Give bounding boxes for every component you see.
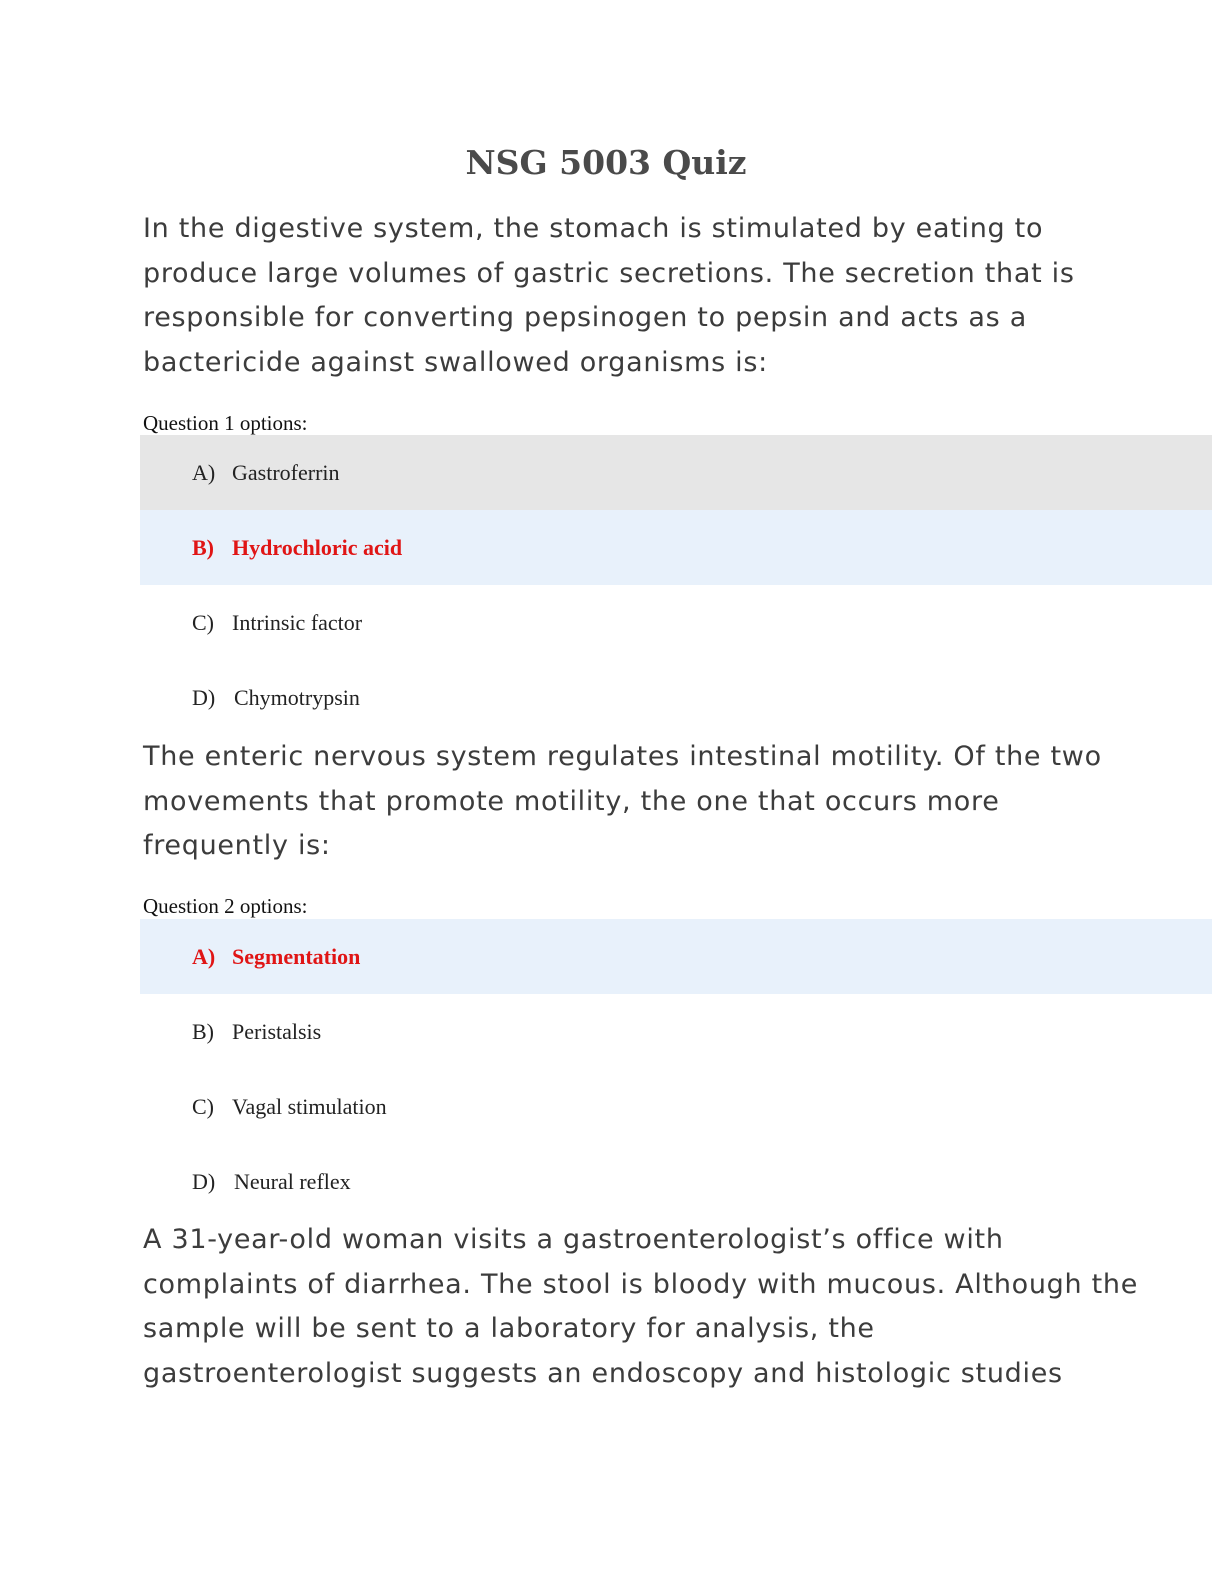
option-letter: B) — [192, 1018, 214, 1044]
option-text: Segmentation — [232, 943, 361, 969]
option-text: Neural reflex — [234, 1168, 351, 1194]
question-1-options-label: Question 1 options: — [143, 411, 308, 435]
question-1-option-d[interactable] — [140, 660, 1212, 735]
option-letter: D) — [192, 1168, 216, 1194]
page-title: NSG 5003 Quiz — [465, 143, 747, 182]
question-2-option-a[interactable] — [140, 919, 1212, 994]
option-letter: A) — [192, 459, 216, 485]
question-2-options-label: Question 2 options: — [143, 894, 308, 918]
option-text: Hydrochloric acid — [232, 534, 403, 560]
question-1-option-b[interactable] — [140, 510, 1212, 585]
question-2-option-c[interactable] — [140, 1069, 1212, 1144]
option-letter: A) — [192, 943, 216, 969]
question-2-option-b[interactable] — [140, 994, 1212, 1069]
question-2-text: The enteric nervous system regulates intestinal motility. Of the two movements that promote motility, the one that occurs more frequently is: — [143, 741, 1102, 861]
option-text: Chymotrypsin — [234, 684, 360, 710]
option-letter: B) — [192, 534, 214, 560]
question-2-option-d[interactable] — [140, 1144, 1212, 1219]
question-1-option-a[interactable] — [140, 435, 1212, 510]
option-letter: C) — [192, 609, 214, 635]
option-text: Peristalsis — [232, 1018, 322, 1044]
option-text: Gastroferrin — [232, 459, 340, 485]
option-letter: D) — [192, 684, 216, 710]
question-1-text: In the digestive system, the stomach is stimulated by eating to produce large volumes of gastric secretions. The secretion that is responsible for converting pepsinogen to pepsin and acts as a bactericide against swallowed organisms is: — [143, 213, 1075, 378]
question-1-option-c[interactable] — [140, 585, 1212, 660]
option-text: Vagal stimulation — [232, 1093, 387, 1119]
option-text: Intrinsic factor — [232, 609, 363, 635]
question-3-text: A 31-year-old woman visits a gastroenterologist’s office with complaints of diarrhea. The stool is bloody with mucous. Although the sample will be sent to a laboratory for analysis, the gastroenterologist suggests an endoscopy and histologic studies — [143, 1224, 1139, 1389]
option-letter: C) — [192, 1093, 214, 1119]
